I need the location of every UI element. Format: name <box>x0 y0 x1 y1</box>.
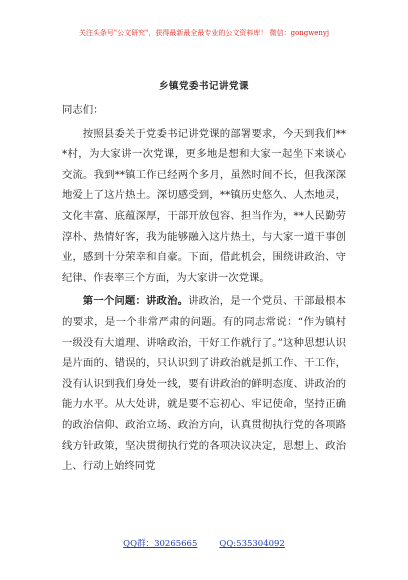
document-title: 乡镇党委书记讲党课 <box>158 81 249 92</box>
header-banner: 关注头条号"公文研究"，获得最新最全最专业的公文资料库！ 微信：gongwenyj <box>78 29 330 37</box>
section-1-text: 讲政治，是一个党员、干部最根本的要求，是一个非常严肃的问题。有的同志常说：“作为镇村一级没有大道理、讲啥政治，干好工作就行了。”这种思想认识是片面的、错误的，只认识到了讲政治就是抓工作、干工作，没有认识到我们身处一线，要有讲政治的鲜明态度、讲政治的能力水平。从大处讲，就是要不忘初心、牢记使命，坚持正确的政治信仰、政治立场、政治方向，认真贯彻执行党的各项路线方针政策，坚决贯彻执行党的各项决议决定，思想上、政治上、行动上始终同党 <box>62 295 347 473</box>
footer-qq-group[interactable]: QQ群：30265665 <box>123 539 198 549</box>
footer-qq[interactable]: QQ:535304092 <box>219 539 285 549</box>
section-1-heading: 第一个问题：讲政治。 <box>82 295 189 308</box>
paragraph-intro: 按照县委关于党委书记讲党课的部署要求，今天到我们***村，为大家讲一次党课，更多地是想和大家一起坐下来谈心交流。我到**镇工作已经两个多月，虽然时间不长，但我深深地爱上了这片热土。深切感受到，**镇历史悠久、人杰地灵，文化丰富、底蕴深厚，干部开放包容、担当作为，**人民勤劳淳朴、热情好客，我为能够融入这片热土，与大家一道干事创业，感到十分荣幸和自豪。下面，借此机会，围绕讲政治、守纪律、作表率三个方面，为大家讲一次党课。 <box>62 127 346 284</box>
footer-contact <box>0 537 408 549</box>
salutation: 同志们： <box>62 104 104 116</box>
document-body <box>62 100 346 477</box>
paragraph-section-1 <box>62 291 346 476</box>
